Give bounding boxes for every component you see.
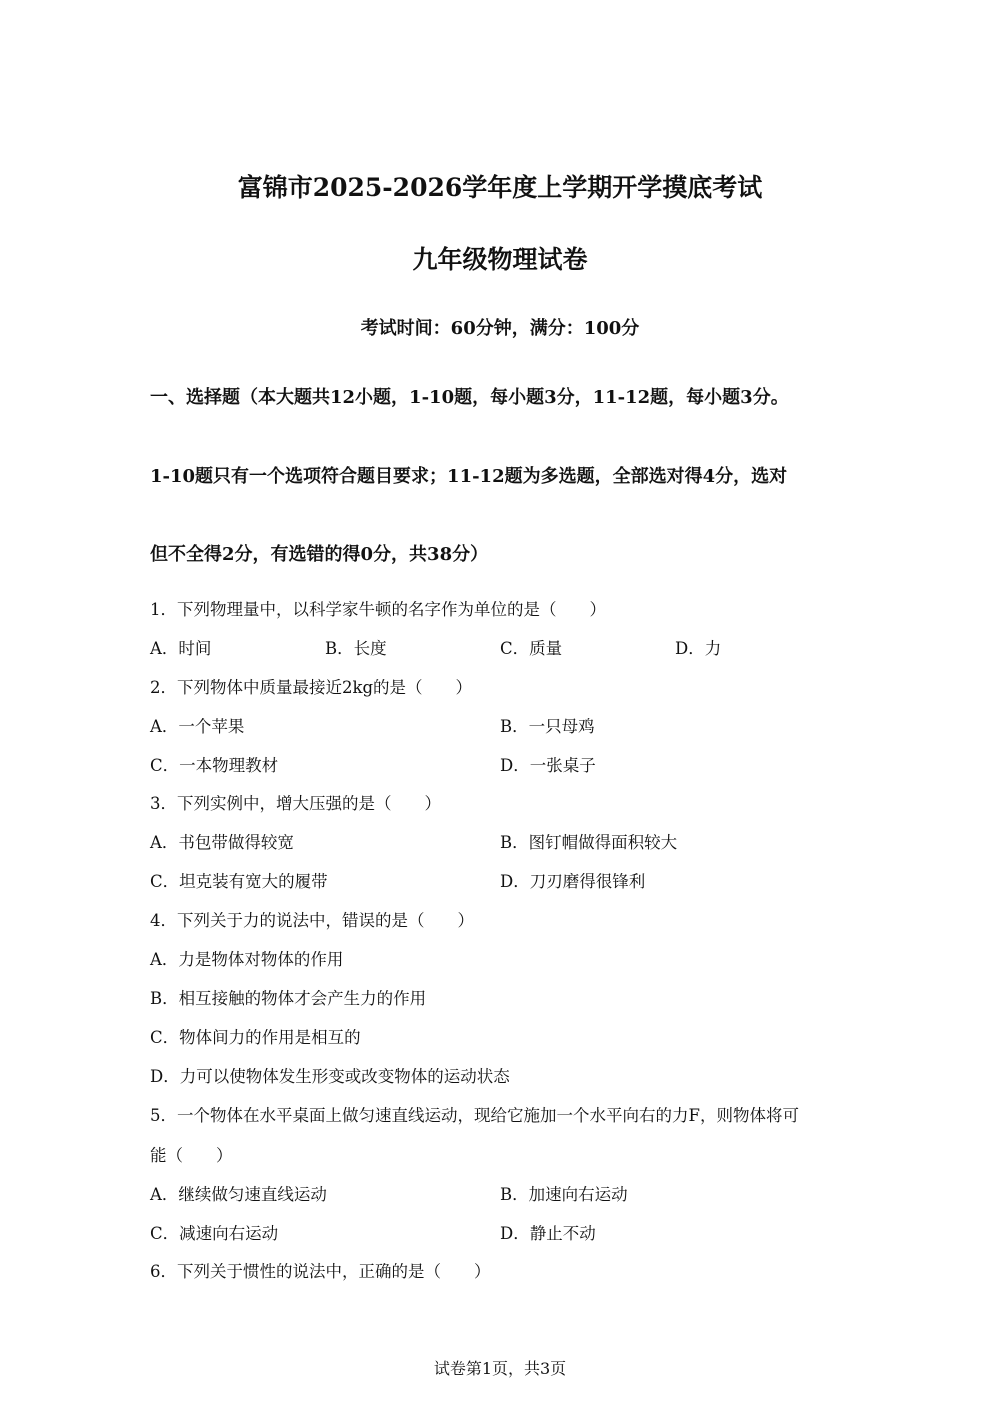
- section-heading-line3: 但不全得2分，有选错的得0分，共38分）: [150, 544, 489, 565]
- question-5-stem-line2: 能（ ）: [150, 1146, 233, 1165]
- section-heading-line2: 1-10题只有一个选项符合题目要求；11-12题为多选题，全部选对得4分，选对: [150, 466, 788, 487]
- question-4-option-c: C．物体间力的作用是相互的: [150, 1028, 361, 1047]
- page-footer: 试卷第1页，共3页: [433, 1359, 567, 1378]
- exam-subtitle: 九年级物理试卷: [412, 245, 588, 274]
- question-2-option-a: A．一个苹果: [150, 717, 245, 736]
- question-5-option-c: C．减速向右运动: [150, 1224, 279, 1243]
- question-3-option-c: C．坦克装有宽大的履带: [150, 872, 328, 891]
- question-3-stem: 3．下列实例中，增大压强的是（ ）: [150, 794, 441, 813]
- question-2-option-c: C．一本物理教材: [150, 756, 279, 775]
- exam-info: 考试时间：60分钟，满分：100分: [360, 318, 640, 339]
- question-5-stem-line1: 5．一个物体在水平桌面上做匀速直线运动，现给它施加一个水平向右的力F，则物体将可: [150, 1106, 799, 1125]
- exam-title: 富锦市2025-2026学年度上学期开学摸底考试: [237, 173, 763, 202]
- question-5-option-b: B．加速向右运动: [500, 1185, 628, 1204]
- question-4-option-a: A．力是物体对物体的作用: [150, 950, 344, 969]
- question-3-option-d: D．刀刃磨得很锋利: [500, 872, 646, 891]
- question-4-option-d: D．力可以使物体发生形变或改变物体的运动状态: [150, 1067, 510, 1086]
- question-1-option-a: A．时间: [150, 639, 212, 658]
- question-4-option-b: B．相互接触的物体才会产生力的作用: [150, 989, 427, 1008]
- question-5-option-d: D．静止不动: [500, 1224, 596, 1243]
- question-3-option-a: A．书包带做得较宽: [150, 833, 294, 852]
- question-1-stem: 1．下列物理量中，以科学家牛顿的名字作为单位的是（ ）: [150, 600, 606, 619]
- question-1-option-c: C．质量: [500, 639, 563, 658]
- question-2-stem: 2．下列物体中质量最接近2kg的是（ ）: [150, 678, 473, 697]
- question-5-option-a: A．继续做匀速直线运动: [150, 1185, 327, 1204]
- section-heading-line1: 一、选择题（本大题共12小题，1-10题，每小题3分，11-12题，每小题3分。: [150, 387, 789, 408]
- question-1-option-b: B．长度: [325, 639, 387, 658]
- question-4-stem: 4．下列关于力的说法中，错误的是（ ）: [150, 911, 474, 930]
- question-1-option-d: D．力: [675, 639, 722, 658]
- question-2-option-b: B．一只母鸡: [500, 717, 595, 736]
- question-2-option-d: D．一张桌子: [500, 756, 596, 775]
- question-6-stem: 6．下列关于惯性的说法中，正确的是（ ）: [150, 1262, 491, 1281]
- question-3-option-b: B．图钉帽做得面积较大: [500, 833, 678, 852]
